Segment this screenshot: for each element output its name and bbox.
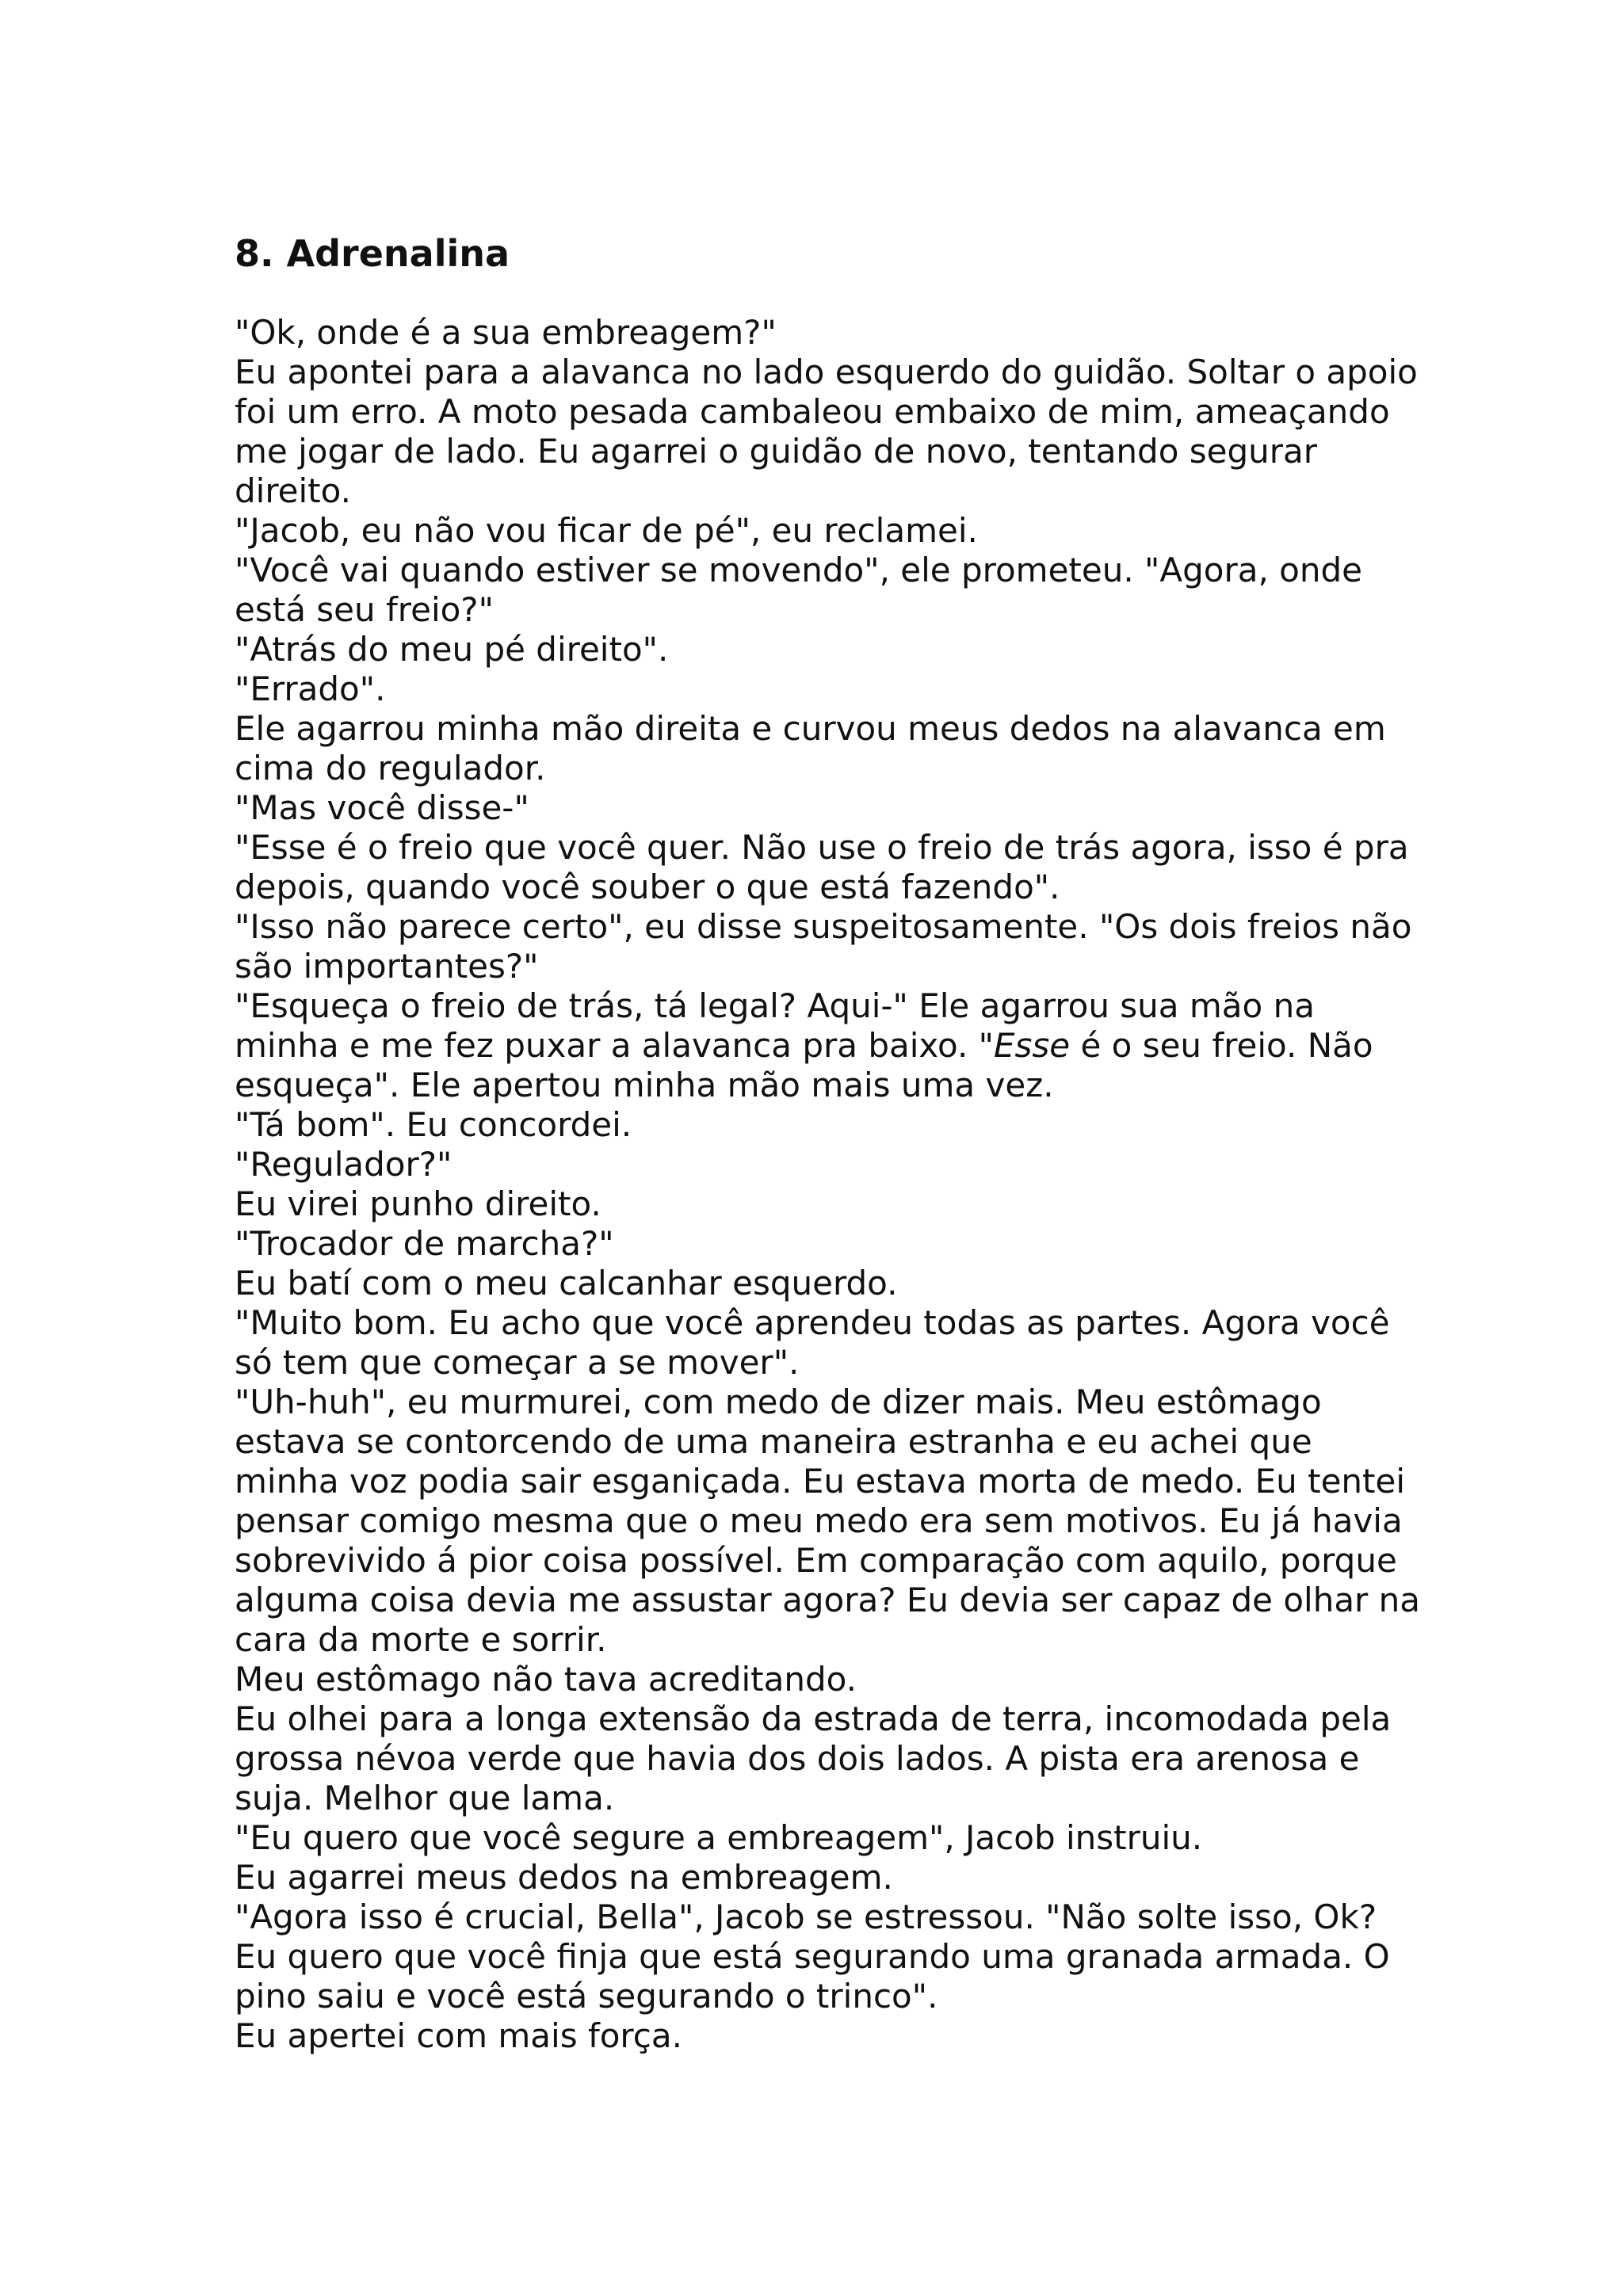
page-content	[235, 226, 1423, 2056]
paragraph: Eu apontei para a alavanca no lado esquerdo do guidão. Soltar o apoio foi um erro. A moto pesada cambaleou embaixo de mim, ameaçando me jogar de lado. Eu agarrei o guidão de novo, tentando segurar direito.	[235, 353, 1418, 510]
paragraph: Eu agarrei meus dedos na embreagem.	[235, 1858, 893, 1897]
paragraph: "Regulador?"	[235, 1145, 453, 1184]
paragraph: "Uh-huh", eu murmurei, com medo de dizer mais. Meu estômago estava se contorcendo de uma maneira estranha e eu achei que minha voz podia sair esganiçada. Eu estava morta de medo. Eu tentei pensar comigo mesma que o meu medo era sem motivos. Eu já havia sobrevivido á pior coisa possível. Em comparação com aquilo, porque alguma coisa devia me assustar agora? Eu devia ser capaz de olhar na cara da morte e sorrir.	[235, 1383, 1421, 1659]
paragraph: "Ok, onde é a sua embreagem?"	[235, 313, 777, 352]
paragraph: "Agora isso é crucial, Bella", Jacob se estressou. "Não solte isso, Ok? Eu quero que você finja que está segurando uma granada armada. O pino saiu e você está segurando o trinco".	[235, 1897, 1390, 2016]
paragraph: "Eu quero que você segure a embreagem", Jacob instruiu.	[235, 1818, 1203, 1857]
paragraph: Eu virei punho direito.	[235, 1184, 601, 1223]
paragraph: Meu estômago não tava acreditando.	[235, 1660, 857, 1699]
paragraph: "Atrás do meu pé direito".	[235, 630, 669, 669]
paragraph: "Jacob, eu não vou ficar de pé", eu reclamei.	[235, 511, 978, 550]
emphasized-word: Esse	[993, 1026, 1071, 1065]
paragraph: "Trocador de marcha?"	[235, 1224, 614, 1263]
paragraph: "Tá bom". Eu concordei.	[235, 1105, 632, 1144]
paragraph-with-emphasis	[235, 986, 1423, 1105]
paragraph-text-before: "Esqueça o freio de trás, tá legal? Aqui-" Ele agarrou sua mão na minha e me fez puxar a alavanca pra baixo. "	[235, 986, 1315, 1065]
paragraph: "Muito bom. Eu acho que você aprendeu todas as partes. Agora você só tem que começar a se mover".	[235, 1303, 1390, 1382]
paragraph: "Isso não parece certo", eu disse suspeitosamente. "Os dois freios não são importantes?"	[235, 907, 1412, 986]
chapter-title: 8. Adrenalina	[235, 232, 510, 275]
paragraph: "Você vai quando estiver se movendo", ele prometeu. "Agora, onde está seu freio?"	[235, 551, 1362, 629]
paragraph-text-after: é o seu freio. Não esqueça". Ele apertou minha mão mais uma vez.	[235, 1026, 1373, 1104]
paragraph: Eu olhei para a longa extensão da estrada de terra, incomodada pela grossa névoa verde que havia dos dois lados. A pista era arenosa e suja. Melhor que lama.	[235, 1699, 1392, 1817]
paragraph: Eu batí com o meu calcanhar esquerdo.	[235, 1264, 898, 1302]
paragraph: Ele agarrou minha mão direita e curvou meus dedos na alavanca em cima do regulador.	[235, 709, 1386, 788]
paragraph: Eu apertei com mais força.	[235, 2016, 682, 2055]
paragraph: "Esse é o freio que você quer. Não use o freio de trás agora, isso é pra depois, quando você souber o que está fazendo".	[235, 828, 1409, 906]
chapter-body	[235, 313, 1423, 2056]
paragraph: "Errado".	[235, 669, 386, 708]
paragraph: "Mas você disse-"	[235, 788, 529, 827]
